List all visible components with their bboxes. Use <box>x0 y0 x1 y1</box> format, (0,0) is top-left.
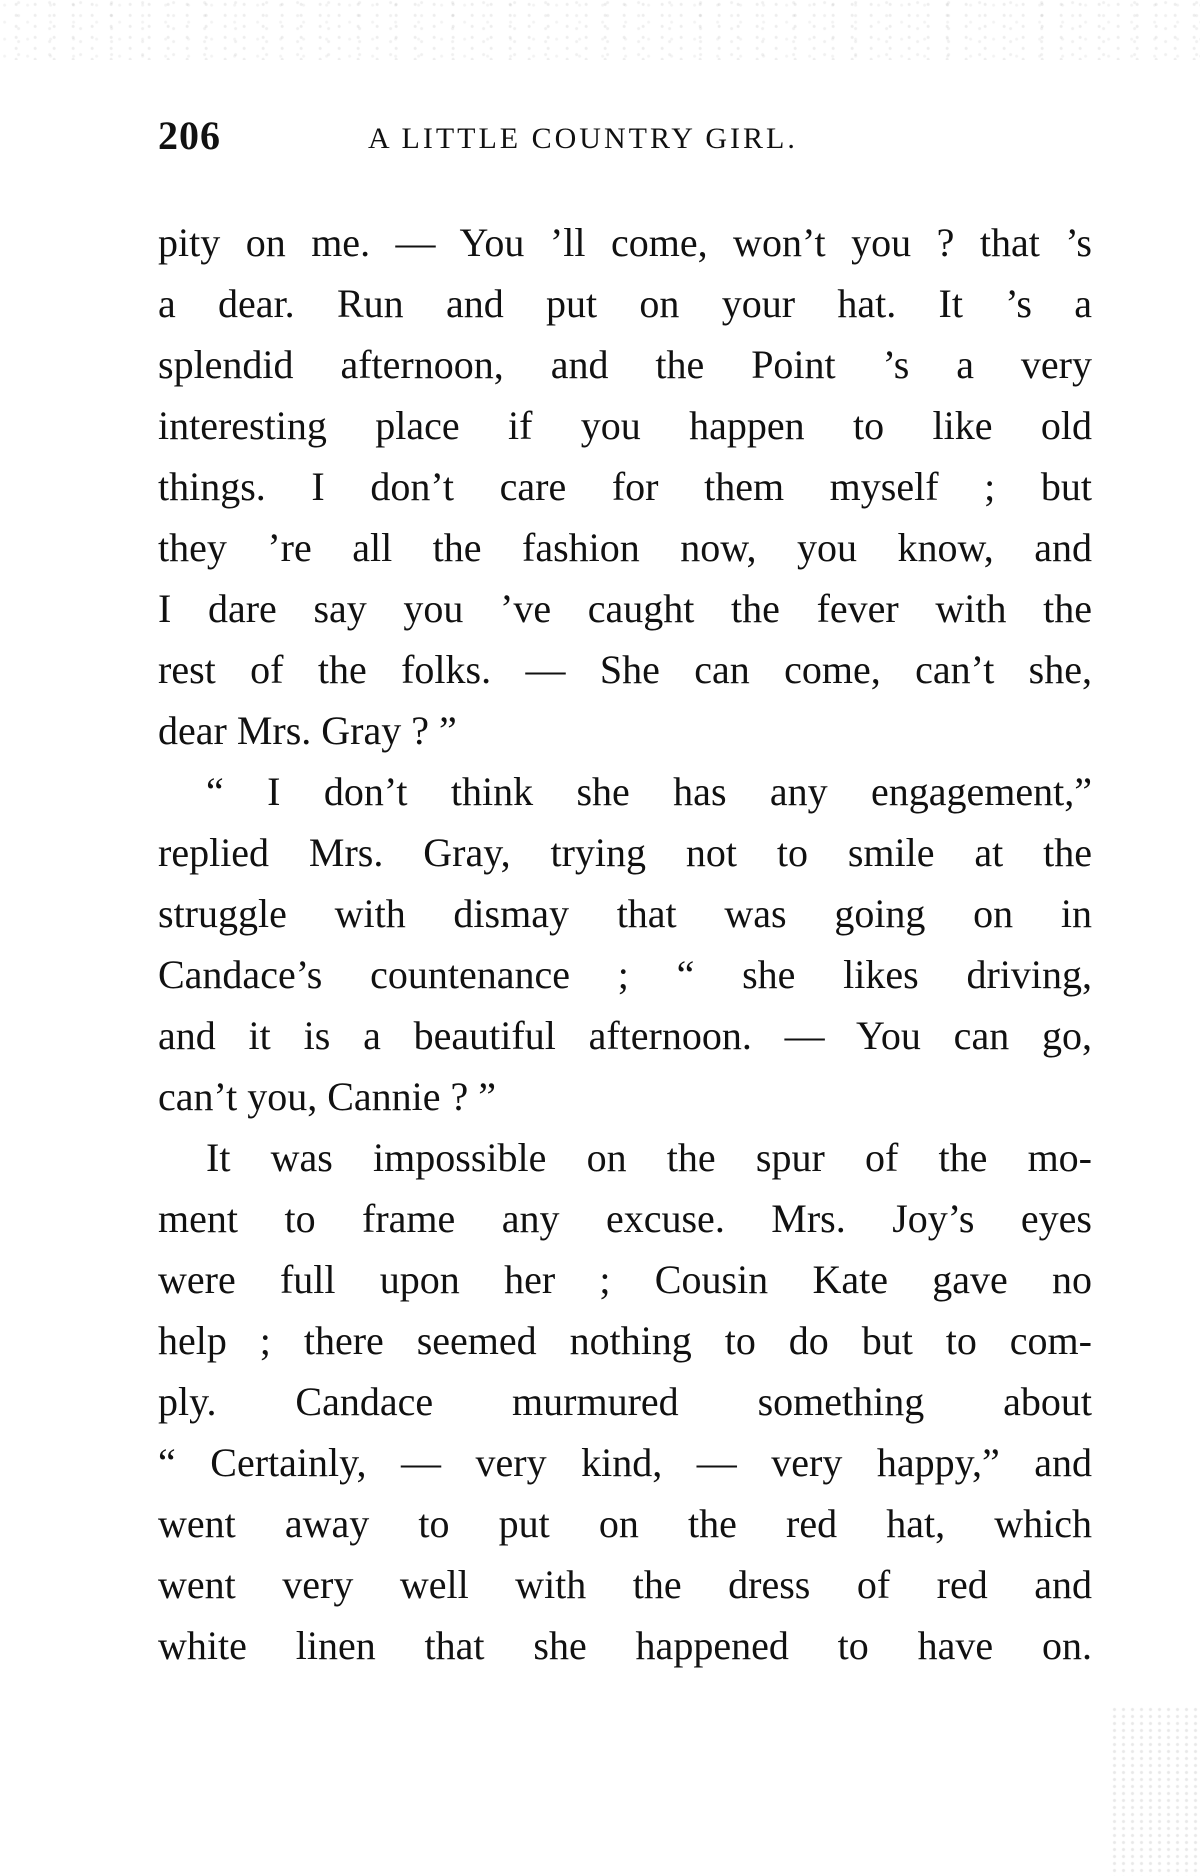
text-line: things. I don’t care for them myself ; but <box>158 464 1092 509</box>
body-text <box>158 212 1092 1676</box>
text-line: and it is a beautiful afternoon. — You can go, <box>158 1013 1092 1058</box>
text-line: they ’re all the fashion now, you know, and <box>158 525 1092 570</box>
text-line: went away to put on the red hat, which <box>158 1501 1092 1546</box>
text-line: went very well with the dress of red and <box>158 1562 1092 1607</box>
paragraph-1 <box>158 212 1092 761</box>
text-line: ply. Candace murmured something about <box>158 1379 1092 1424</box>
text-line: a dear. Run and put on your hat. It ’s a <box>158 281 1092 326</box>
text-line: I dare say you ’ve caught the fever with the <box>158 586 1092 631</box>
text-line: rest of the folks. — She can come, can’t she, <box>158 647 1092 692</box>
text-line: splendid afternoon, and the Point ’s a very <box>158 342 1092 387</box>
text-line: dear Mrs. Gray ? ” <box>158 708 457 753</box>
paragraph-2 <box>158 761 1092 1127</box>
paper-speckle-top <box>0 0 1200 60</box>
paragraph-3 <box>158 1127 1092 1676</box>
text-line: replied Mrs. Gray, trying not to smile at the <box>158 830 1092 875</box>
text-line: pity on me. — You ’ll come, won’t you ? that ’s <box>158 220 1092 265</box>
text-line: were full upon her ; Cousin Kate gave no <box>158 1257 1092 1302</box>
text-line: white linen that she happened to have on. <box>158 1623 1092 1668</box>
text-line: “ I don’t think she has any engagement,” <box>206 769 1092 814</box>
text-line: help ; there seemed nothing to do but to com- <box>158 1318 1092 1363</box>
running-title: A LITTLE COUNTRY GIRL. <box>368 122 798 155</box>
text-line: interesting place if you happen to like old <box>158 403 1092 448</box>
page-header <box>158 112 1098 168</box>
text-line: struggle with dismay that was going on in <box>158 891 1092 936</box>
text-line: Candace’s countenance ; “ she likes driving, <box>158 952 1092 997</box>
page-number: 206 <box>158 113 221 158</box>
paper-speckle-corner <box>1110 1706 1200 1876</box>
text-line: can’t you, Cannie ? ” <box>158 1074 497 1119</box>
text-line: ment to frame any excuse. Mrs. Joy’s eyes <box>158 1196 1092 1241</box>
text-line: It was impossible on the spur of the mo- <box>206 1135 1092 1180</box>
text-line: “ Certainly, — very kind, — very happy,” and <box>158 1440 1092 1485</box>
